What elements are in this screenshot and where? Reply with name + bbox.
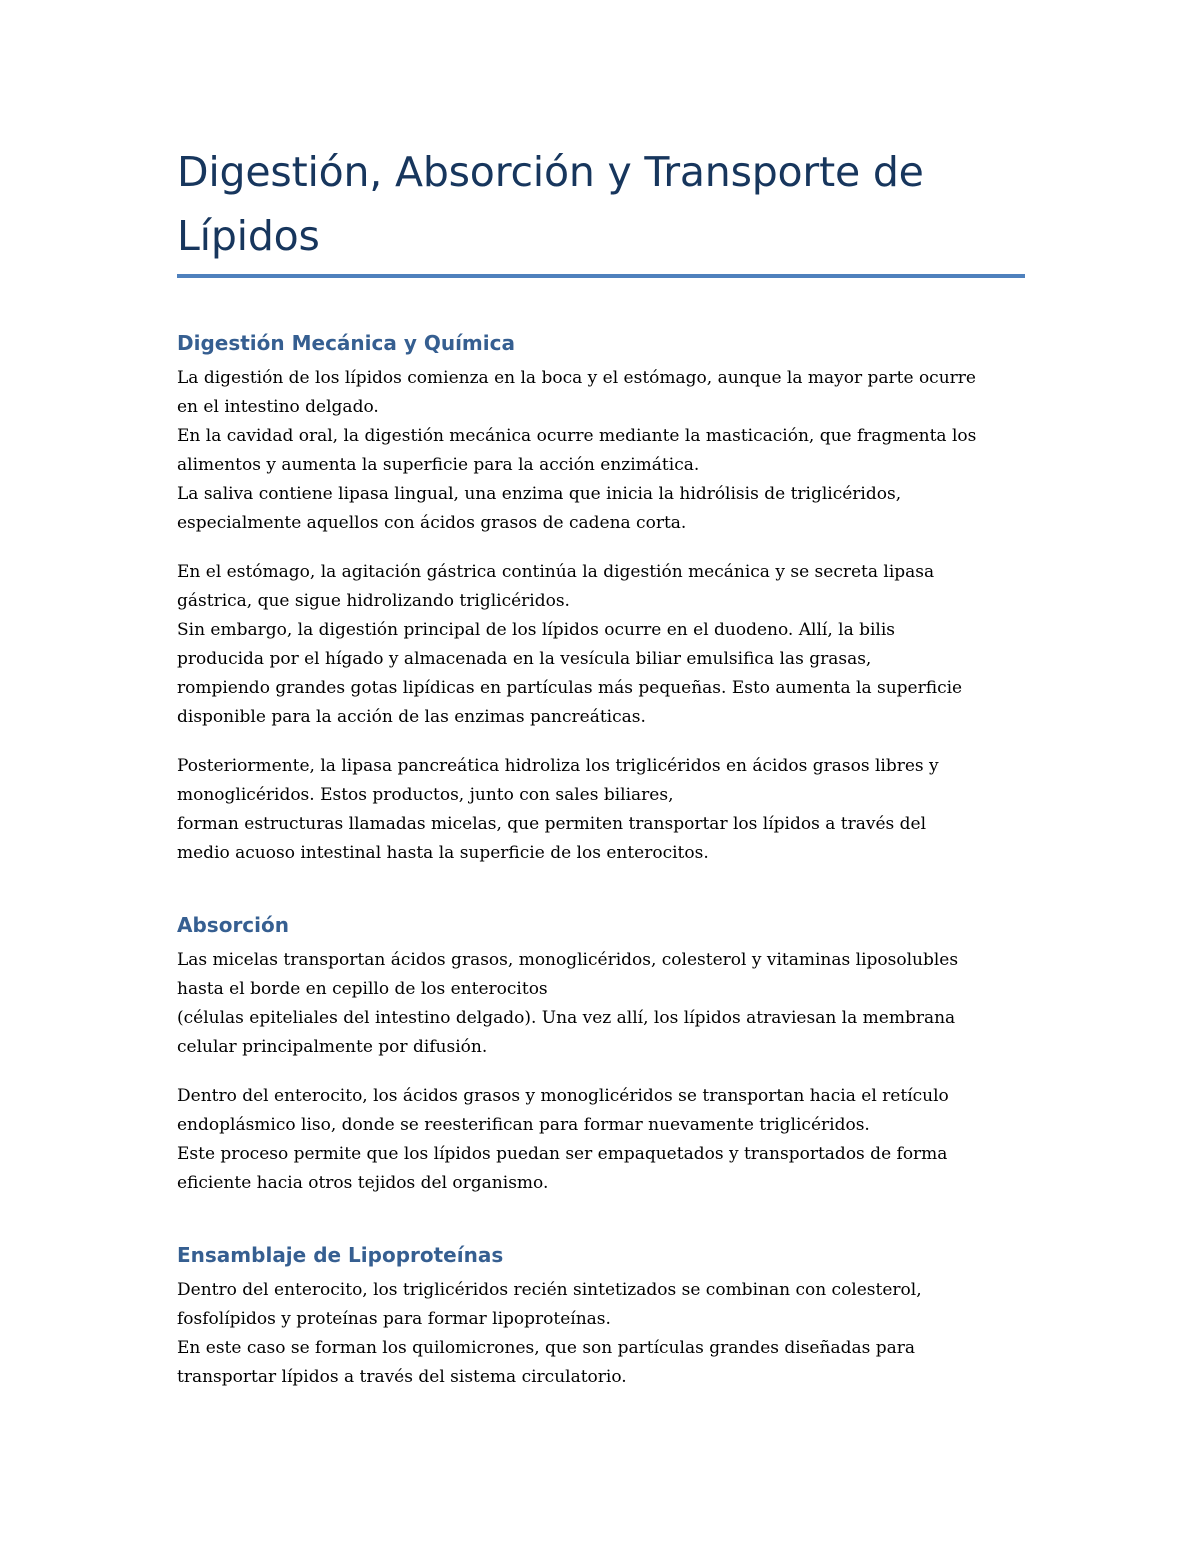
text-line: Dentro del enterocito, los ácidos grasos y monoglicéridos se transportan hacia el retículo <box>177 1086 949 1106</box>
title-underline-divider <box>177 274 1025 278</box>
text-line: Sin embargo, la digestión principal de los lípidos ocurre en el duodeno. Allí, la bilis <box>177 620 896 640</box>
text-line: especialmente aquellos con ácidos grasos de cadena corta. <box>177 513 687 533</box>
section-heading: Absorción <box>177 913 289 937</box>
text-line: transportar lípidos a través del sistema circulatorio. <box>177 1367 627 1387</box>
text-line: disponible para la acción de las enzimas pancreáticas. <box>177 707 646 727</box>
paragraph <box>177 364 1025 538</box>
text-line: forman estructuras llamadas micelas, que permiten transportar los lípidos a través del <box>177 814 927 834</box>
paragraph <box>177 946 1025 1062</box>
document-page <box>177 140 1025 1434</box>
section-digestion <box>177 328 1025 868</box>
title-line-1: Digestión, Absorción y Transporte de <box>177 148 924 196</box>
section-absorcion <box>177 910 1025 1198</box>
section-ensamblaje-lipoproteinas <box>177 1240 1025 1392</box>
text-line: alimentos y aumenta la superficie para la acción enzimática. <box>177 455 700 475</box>
text-line: hasta el borde en cepillo de los enterocitos <box>177 979 548 999</box>
section-heading: Digestión Mecánica y Química <box>177 331 515 355</box>
text-line: La digestión de los lípidos comienza en la boca y el estómago, aunque la mayor parte ocurre <box>177 368 976 388</box>
text-line: endoplásmico liso, donde se reesterifican para formar nuevamente triglicéridos. <box>177 1115 870 1135</box>
text-line: En la cavidad oral, la digestión mecánica ocurre mediante la masticación, que fragmenta los <box>177 426 977 446</box>
text-line: fosfolípidos y proteínas para formar lipoproteínas. <box>177 1309 611 1329</box>
text-line: producida por el hígado y almacenada en la vesícula biliar emulsifica las grasas, <box>177 649 872 669</box>
paragraph <box>177 752 1025 868</box>
text-line: La saliva contiene lipasa lingual, una enzima que inicia la hidrólisis de triglicéridos, <box>177 484 902 504</box>
text-line: Las micelas transportan ácidos grasos, monoglicéridos, colesterol y vitaminas liposolubles <box>177 950 959 970</box>
document-title <box>177 140 1025 274</box>
text-line: Este proceso permite que los lípidos puedan ser empaquetados y transportados de forma <box>177 1144 948 1164</box>
section-heading: Ensamblaje de Lipoproteínas <box>177 1243 504 1267</box>
text-line: gástrica, que sigue hidrolizando triglicéridos. <box>177 591 570 611</box>
paragraph <box>177 1276 1025 1392</box>
text-line: Posteriormente, la lipasa pancreática hidroliza los triglicéridos en ácidos grasos libres y <box>177 756 939 776</box>
text-line: rompiendo grandes gotas lipídicas en partículas más pequeñas. Esto aumenta la superficie <box>177 678 963 698</box>
paragraph <box>177 558 1025 732</box>
paragraph <box>177 1082 1025 1198</box>
text-line: (células epiteliales del intestino delgado). Una vez allí, los lípidos atraviesan la membrana <box>177 1008 956 1028</box>
text-line: medio acuoso intestinal hasta la superficie de los enterocitos. <box>177 843 709 863</box>
title-line-2: Lípidos <box>177 212 320 260</box>
text-line: En el estómago, la agitación gástrica continúa la digestión mecánica y se secreta lipasa <box>177 562 935 582</box>
text-line: monoglicéridos. Estos productos, junto con sales biliares, <box>177 785 674 805</box>
text-line: celular principalmente por difusión. <box>177 1037 488 1057</box>
text-line: en el intestino delgado. <box>177 397 379 417</box>
text-line: En este caso se forman los quilomicrones, que son partículas grandes diseñadas para <box>177 1338 915 1358</box>
text-line: Dentro del enterocito, los triglicéridos recién sintetizados se combinan con colesterol, <box>177 1280 922 1300</box>
text-line: eficiente hacia otros tejidos del organismo. <box>177 1173 549 1193</box>
